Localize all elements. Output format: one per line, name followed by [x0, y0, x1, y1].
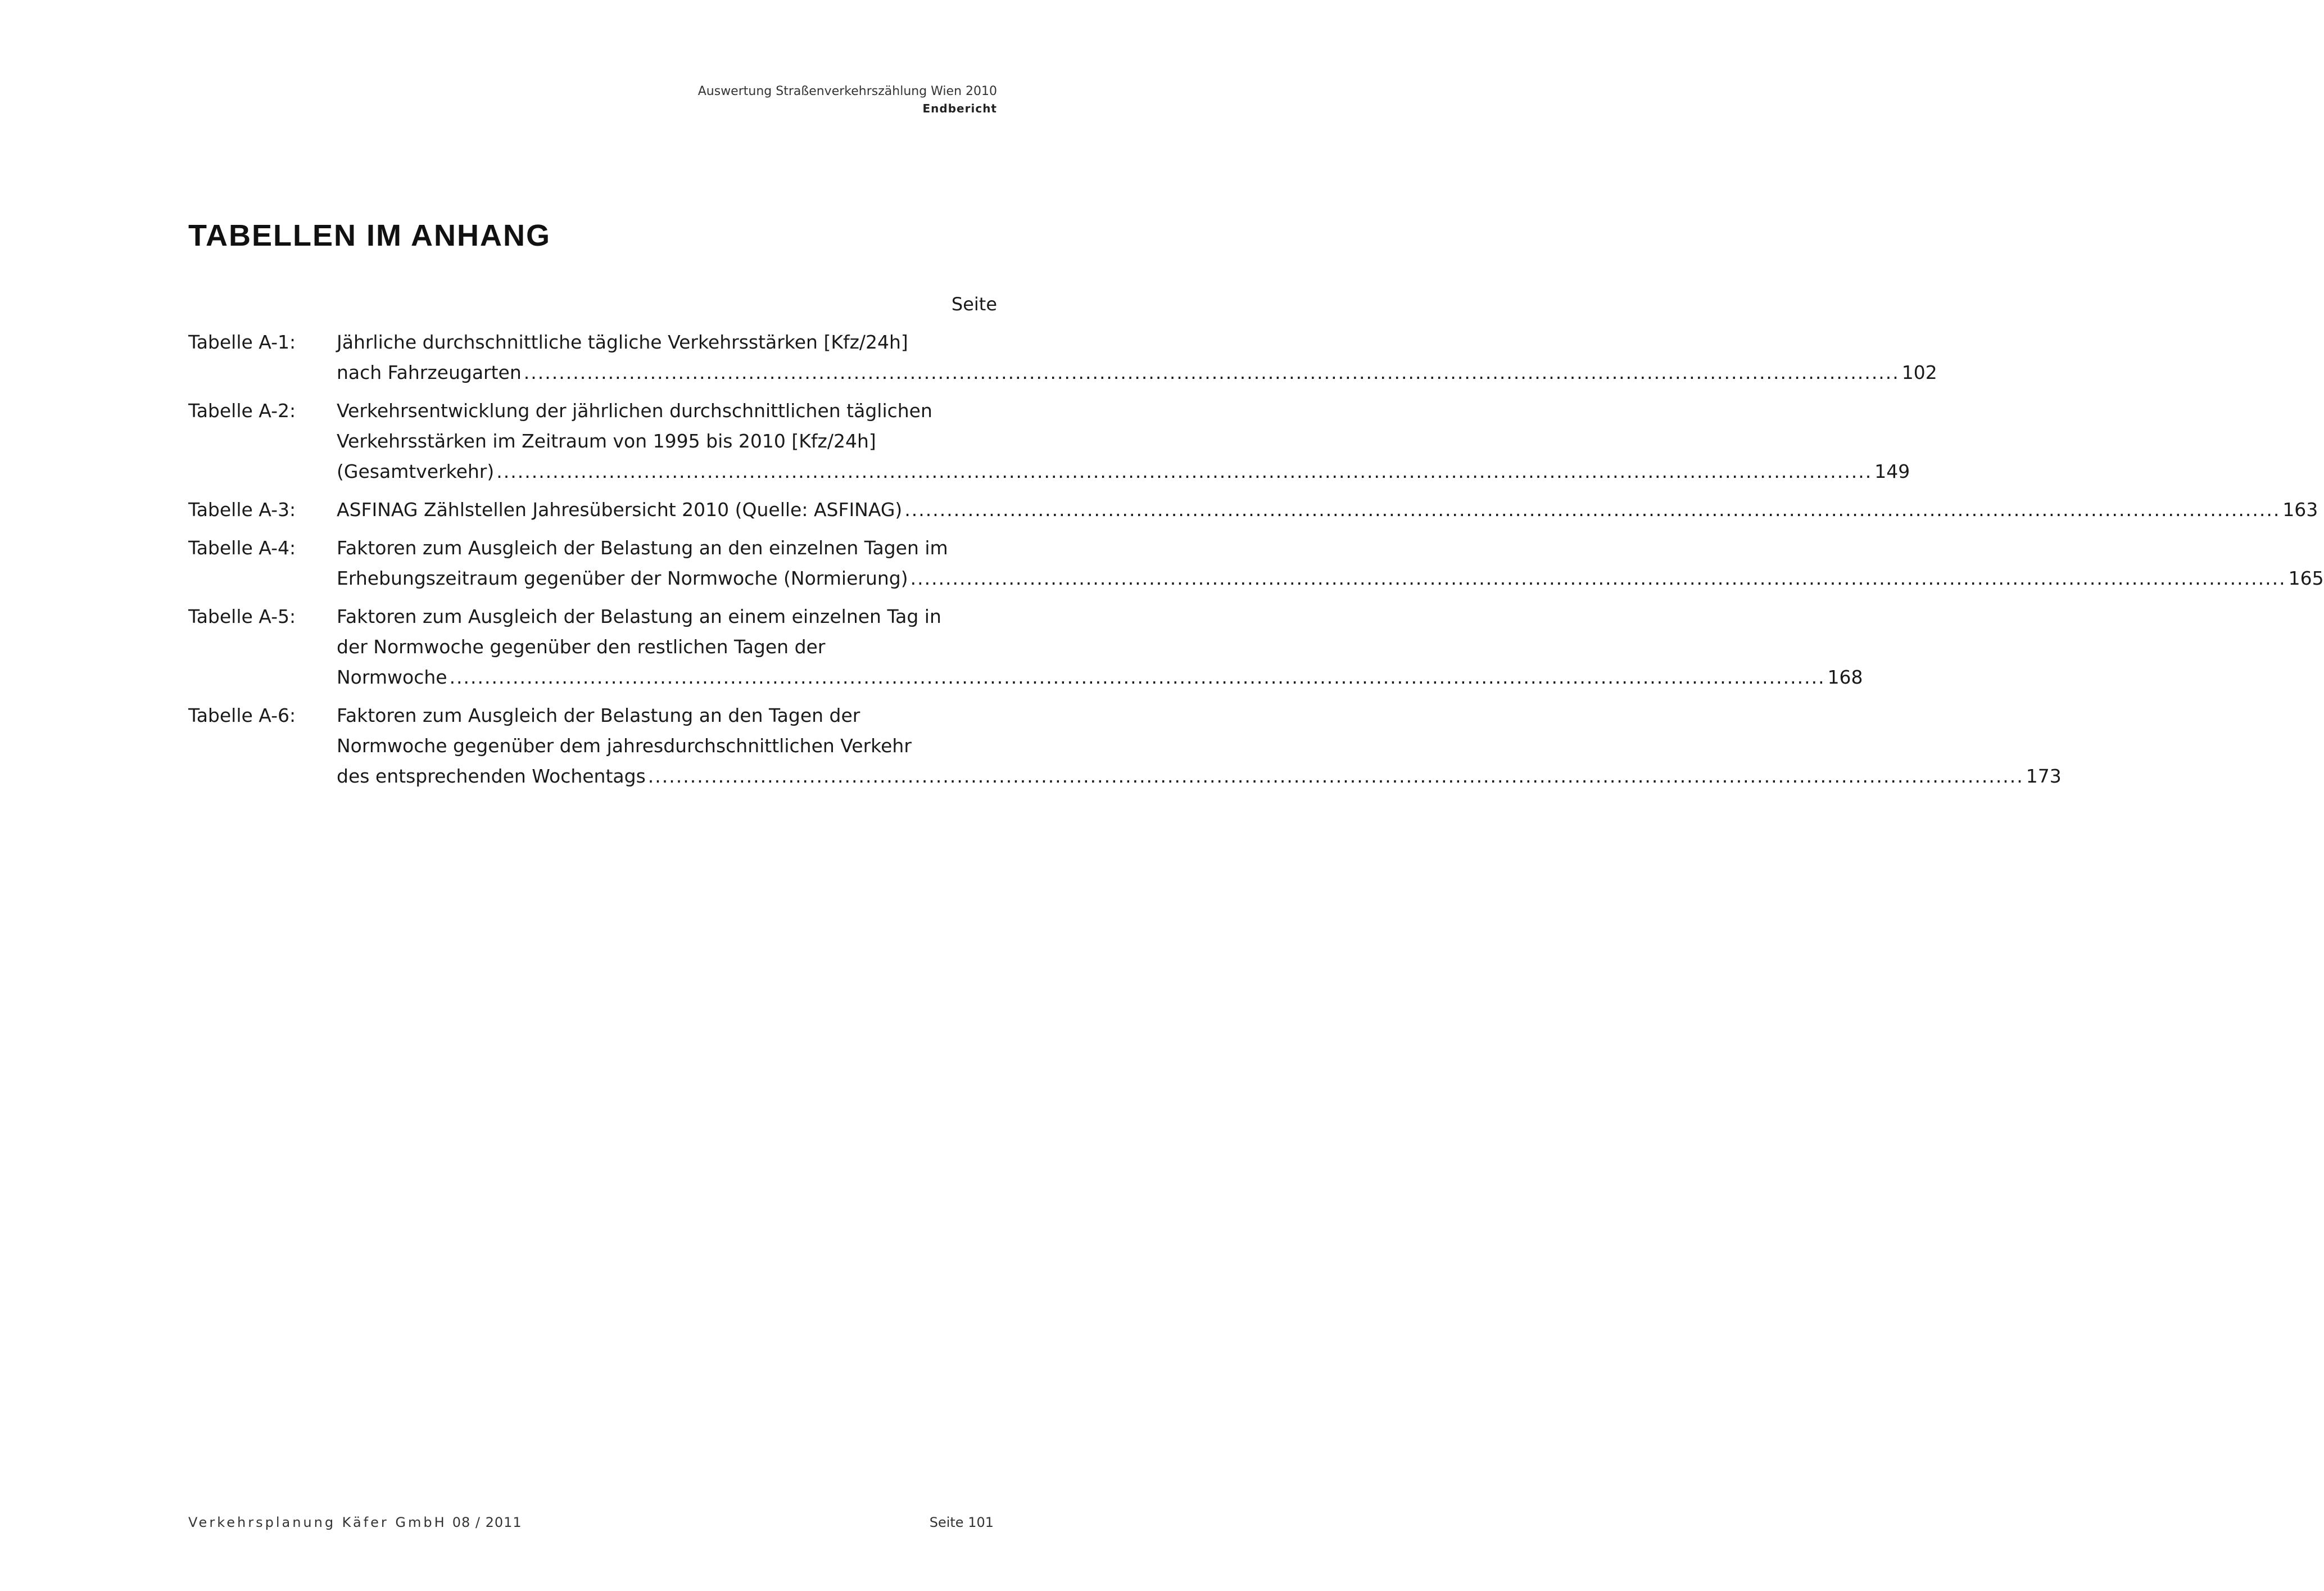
- toc-entry-line: der Normwoche gegenüber den restlichen Tagen der: [337, 636, 826, 658]
- toc-leader-dots: ....................................................................................................................................................................................................: [904, 499, 2281, 521]
- page-title: TABELLEN IM ANHANG: [188, 219, 551, 252]
- toc-entry-label: Tabelle A-1:: [188, 331, 296, 353]
- toc-entry-line: Verkehrsentwicklung der jährlichen durchschnittlichen täglichen: [337, 400, 932, 422]
- toc-entry[interactable]: [188, 602, 1863, 693]
- toc-entry-line: Faktoren zum Ausgleich der Belastung an einem einzelnen Tag in: [337, 605, 941, 627]
- toc-entry-line: Faktoren zum Ausgleich der Belastung an den einzelnen Tagen im: [337, 537, 948, 559]
- header-report-title: Auswertung Straßenverkehrszählung Wien 2010: [697, 84, 997, 98]
- toc-entry[interactable]: [188, 396, 1910, 487]
- toc-entry-last-line: Erhebungszeitraum gegenüber der Normwoche (Normierung): [337, 567, 908, 589]
- toc-entry-last-line: nach Fahrzeugarten: [337, 361, 522, 383]
- toc-entry-page: 173: [2026, 765, 2062, 787]
- toc-entry-page: 163: [2282, 499, 2318, 521]
- toc-entry-last-line: des entsprechenden Wochentags: [337, 765, 646, 787]
- toc-entry-text: [337, 396, 1910, 487]
- toc-entry-label: Tabelle A-4:: [188, 537, 296, 559]
- footer-company-name: Verkehrsplanung Käfer GmbH: [188, 1515, 447, 1530]
- toc-entry-text: [337, 602, 1863, 693]
- toc-leader-dots: ....................................................................................................................................................................................................: [910, 567, 2286, 589]
- toc-entry-line: Jährliche durchschnittliche tägliche Verkehrsstärken [Kfz/24h]: [337, 331, 908, 353]
- toc-entry-label: Tabelle A-5:: [188, 605, 296, 627]
- toc-entry-text: [337, 533, 2324, 594]
- toc-entry[interactable]: [188, 495, 2318, 525]
- toc-entry-page: 149: [1874, 460, 1910, 482]
- header-report-subtitle: Endbericht: [922, 102, 997, 115]
- toc-leader-dots: ....................................................................................................................................................................................................: [449, 666, 1825, 688]
- toc-leader-dots: ....................................................................................................................................................................................................: [647, 765, 2024, 787]
- toc-entry[interactable]: [188, 700, 2062, 792]
- toc-entry-last-line: ASFINAG Zählstellen Jahresübersicht 2010 (Quelle: ASFINAG): [337, 499, 903, 521]
- footer-page-number: Seite 101: [929, 1515, 994, 1530]
- toc-leader-dots: ....................................................................................................................................................................................................: [496, 460, 1873, 482]
- running-header: [698, 83, 997, 117]
- toc-entry-text: [337, 495, 2318, 525]
- toc-entry-line: Faktoren zum Ausgleich der Belastung an den Tagen der: [337, 704, 860, 726]
- toc-entry-label: Tabelle A-2:: [188, 400, 296, 422]
- toc-entry-last-line: Normwoche: [337, 666, 447, 688]
- toc-entry-label: Tabelle A-3:: [188, 499, 296, 521]
- toc-entry-line: Normwoche gegenüber dem jahresdurchschnittlichen Verkehr: [337, 735, 912, 757]
- toc-entry-text: [337, 700, 2062, 792]
- page-column-label: Seite: [951, 293, 997, 315]
- footer-company: [188, 1515, 522, 1530]
- toc-entry[interactable]: [188, 327, 1937, 388]
- toc-leader-dots: ....................................................................................................................................................................................................: [523, 361, 1900, 383]
- toc-entry-page: 102: [1901, 361, 1937, 383]
- toc-entry-line: Verkehrsstärken im Zeitraum von 1995 bis 2010 [Kfz/24h]: [337, 430, 876, 452]
- footer-date: 08 / 2011: [452, 1515, 522, 1530]
- toc-entry-last-line: (Gesamtverkehr): [337, 460, 495, 482]
- table-of-tables: [188, 327, 2324, 799]
- toc-entry[interactable]: [188, 533, 2324, 594]
- toc-entry-label: Tabelle A-6:: [188, 704, 296, 726]
- toc-entry-page: 165: [2288, 567, 2324, 589]
- toc-entry-text: [337, 327, 1937, 388]
- toc-entry-page: 168: [1827, 666, 1863, 688]
